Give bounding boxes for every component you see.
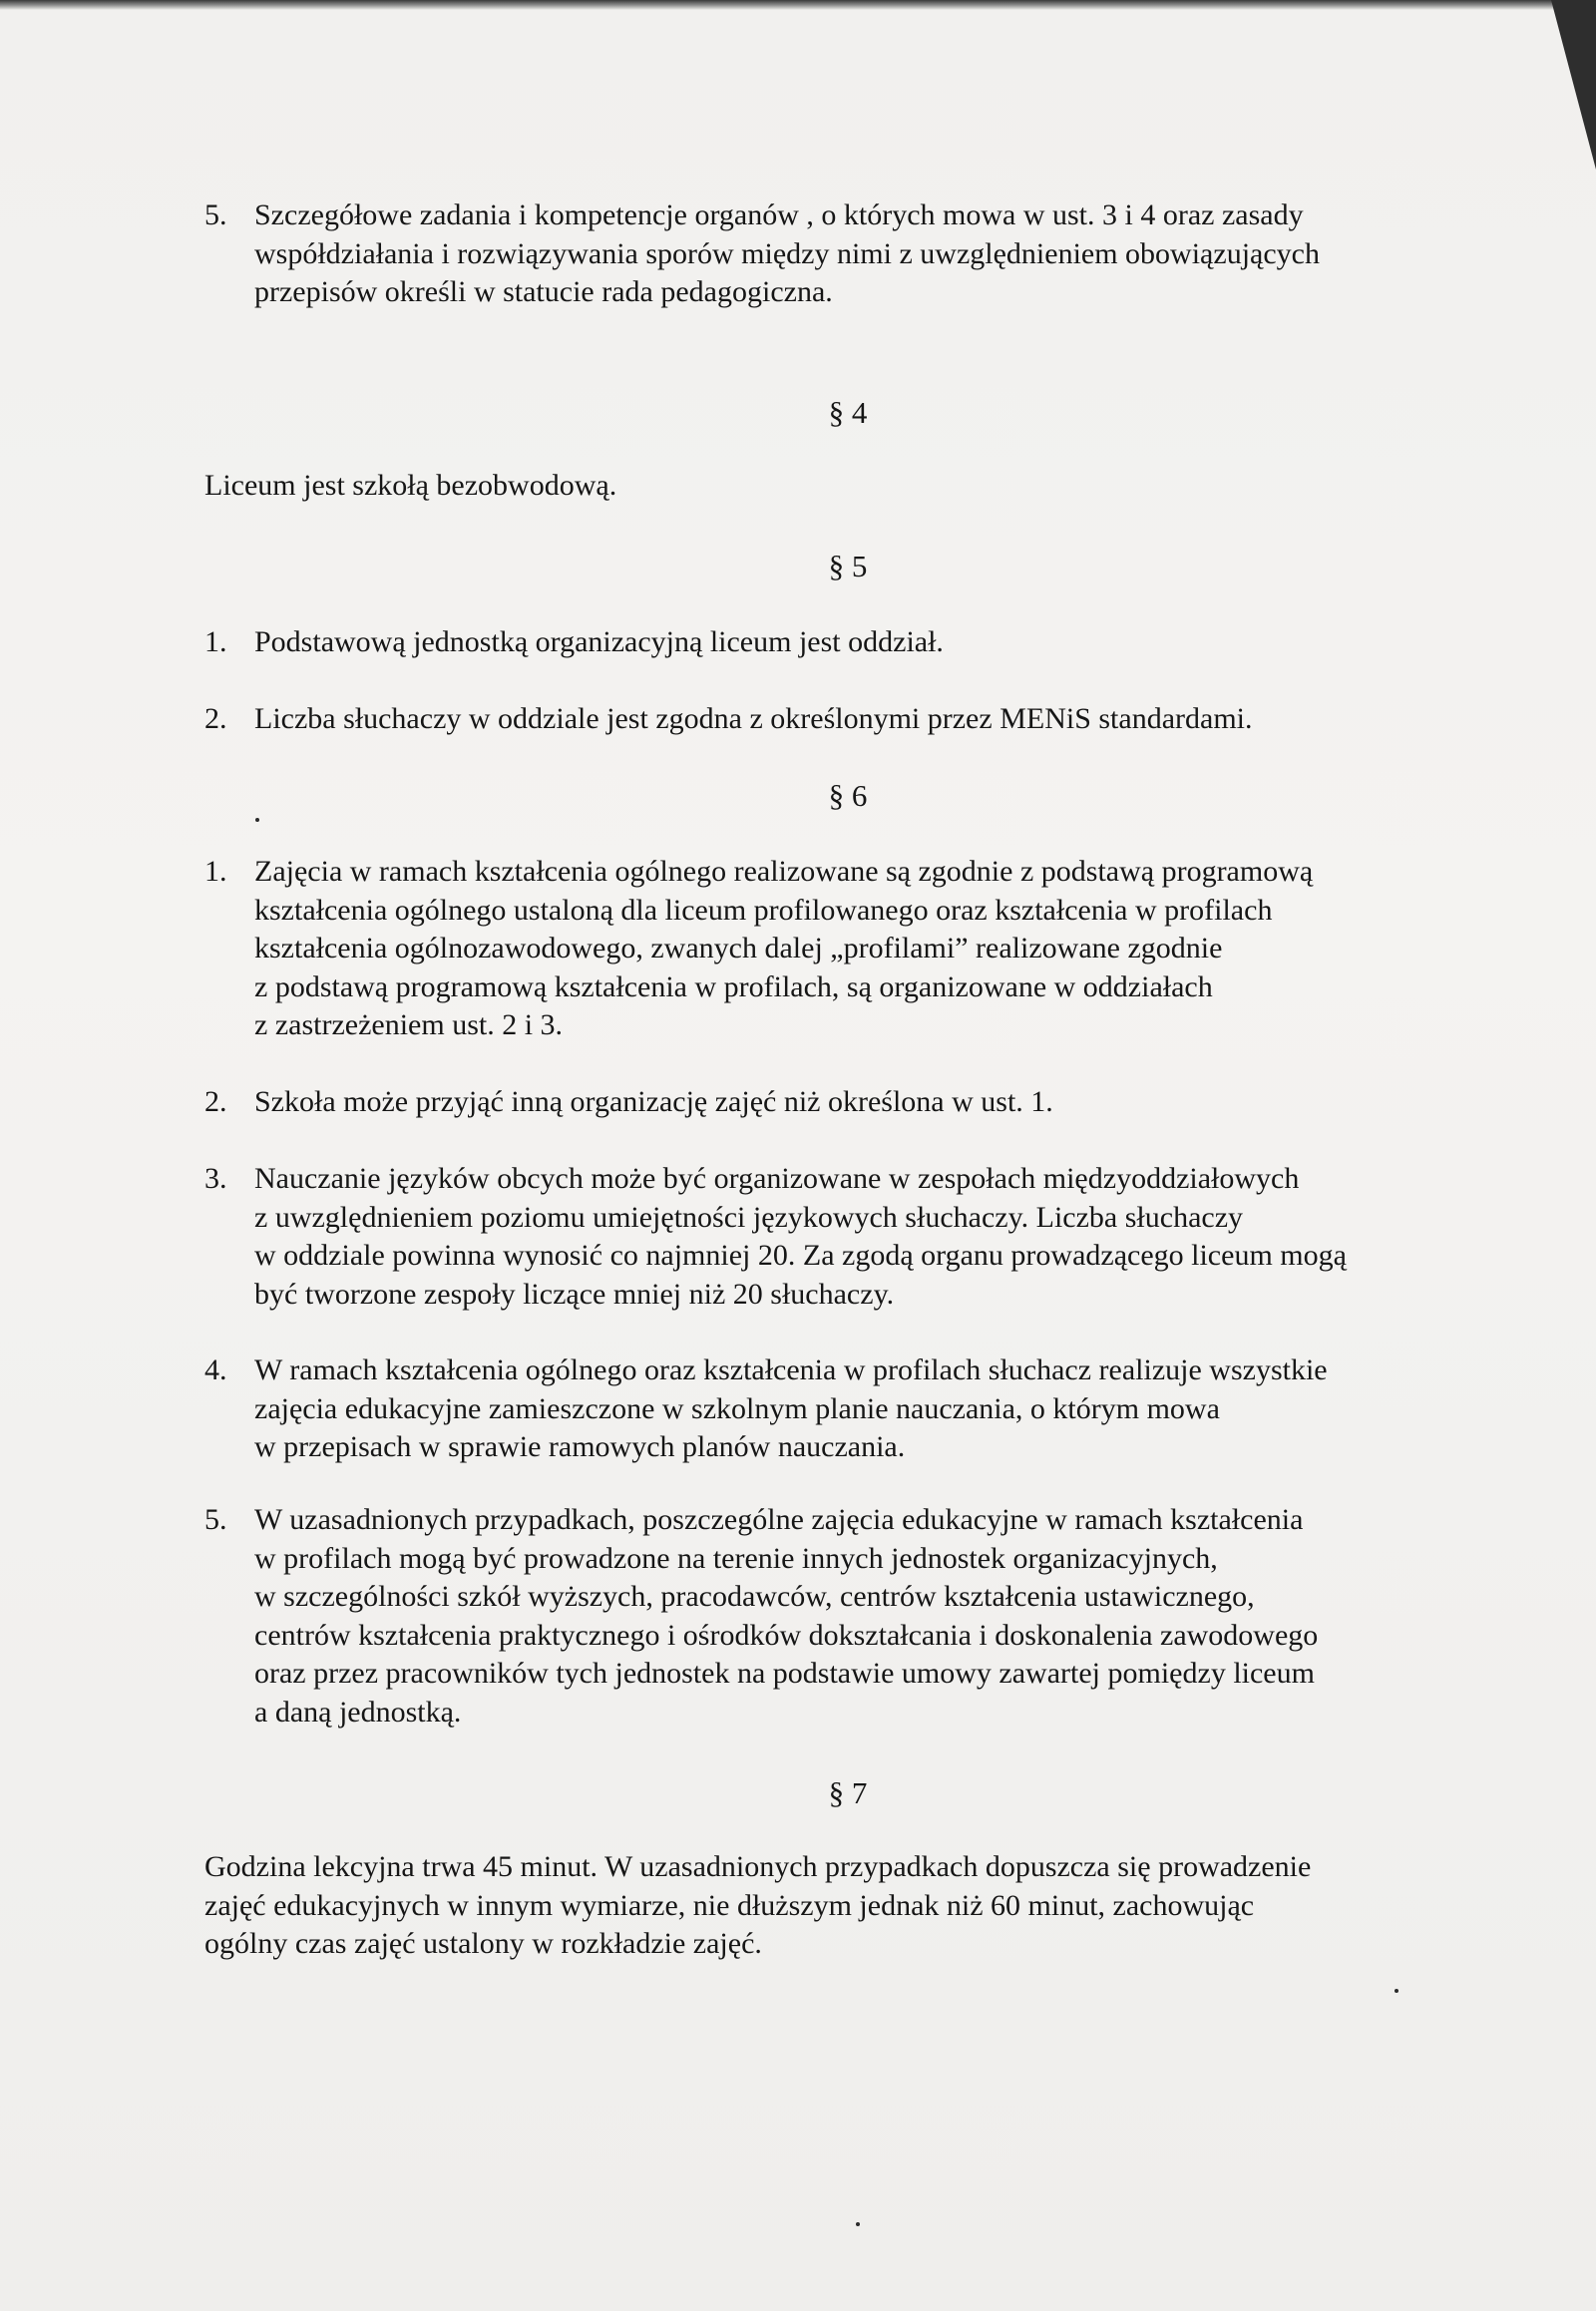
item-text: Nauczanie języków obcych może być organizowane w zespołach międzyoddziałowych z uwzględnieniem poziomu umiejętności językowych słuchaczy. Liczba słuchaczy w oddziale powinna wynosić co najmniej 20. Za zgodą organu prowadzącego liceum mogą być tworzone zespoły liczące mniej niż 20 słuchaczy.	[254, 1162, 1347, 1311]
item-number: 5.	[204, 198, 227, 231]
item-text: W ramach kształcenia ogólnego oraz kształcenia w profilach słuchacz realizuje wszystkie zajęcia edukacyjne zamieszczone w szkolnym planie nauczania, o którym mowa w przepisach w sprawie ramowych planów nauczania.	[254, 1353, 1328, 1463]
item-text: Podstawową jednostką organizacyjną liceum jest oddział.	[254, 625, 944, 658]
item-number: 2.	[204, 702, 227, 735]
item-text: Szczegółowe zadania i kompetencje organów , o których mowa w ust. 3 i 4 oraz zasady współdziałania i rozwiązywania sporów między nimi z uwzględnieniem obowiązujących przepisów określi w statucie rada pedagogiczna.	[254, 198, 1320, 308]
item-number: 4.	[204, 1353, 227, 1386]
item-number: 1.	[204, 855, 227, 888]
item-number: 5.	[204, 1503, 227, 1536]
section-4-text: Liceum jest szkołą bezobwodową.	[204, 469, 617, 502]
scan-speck	[1395, 1989, 1398, 1993]
item-text: Szkoła może przyjąć inną organizację zajęć niż określona w ust. 1.	[254, 1085, 1053, 1118]
scan-speck	[856, 2222, 860, 2226]
section-heading-6: § 6	[828, 778, 868, 813]
section-heading-7: § 7	[828, 1775, 868, 1810]
item-number: 3.	[204, 1162, 227, 1195]
section-heading-5: § 5	[828, 549, 868, 583]
section-7-text: Godzina lekcyjna trwa 45 minut. W uzasadnionych przypadkach dopuszcza się prowadzenie zajęć edukacyjnych w innym wymiarze, nie dłuższym jednak niż 60 minut, zachowując ogólny czas zajęć ustalony w rozkładzie zajęć.	[204, 1850, 1312, 1960]
item-text: Zajęcia w ramach kształcenia ogólnego realizowane są zgodnie z podstawą programową kształcenia ogólnego ustaloną dla liceum profilowanego oraz kształcenia w profilach kształcenia ogólnozawodowego, zwanych dalej „profilami” realizowane zgodnie z podstawą programową kształcenia w profilach, są organizowane w oddziałach z zastrzeżeniem ust. 2 i 3.	[254, 855, 1314, 1041]
scan-speck	[255, 818, 259, 822]
section-heading-4: § 4	[828, 395, 868, 430]
item-text: Liczba słuchaczy w oddziale jest zgodna z określonymi przez MENiS standardami.	[254, 702, 1253, 735]
item-number: 2.	[204, 1085, 227, 1118]
item-text: W uzasadnionych przypadkach, poszczególne zajęcia edukacyjne w ramach kształcenia w profilach mogą być prowadzone na terenie innych jednostek organizacyjnych, w szczególności szkół wyższych, pracodawców, centrów kształcenia ustawicznego, centrów kształcenia praktycznego i ośrodków dokształcania i doskonalenia zawodowego oraz przez pracowników tych jednostek na podstawie umowy zawartej pomiędzy liceum a daną jednostką.	[254, 1503, 1319, 1729]
item-number: 1.	[204, 625, 227, 658]
